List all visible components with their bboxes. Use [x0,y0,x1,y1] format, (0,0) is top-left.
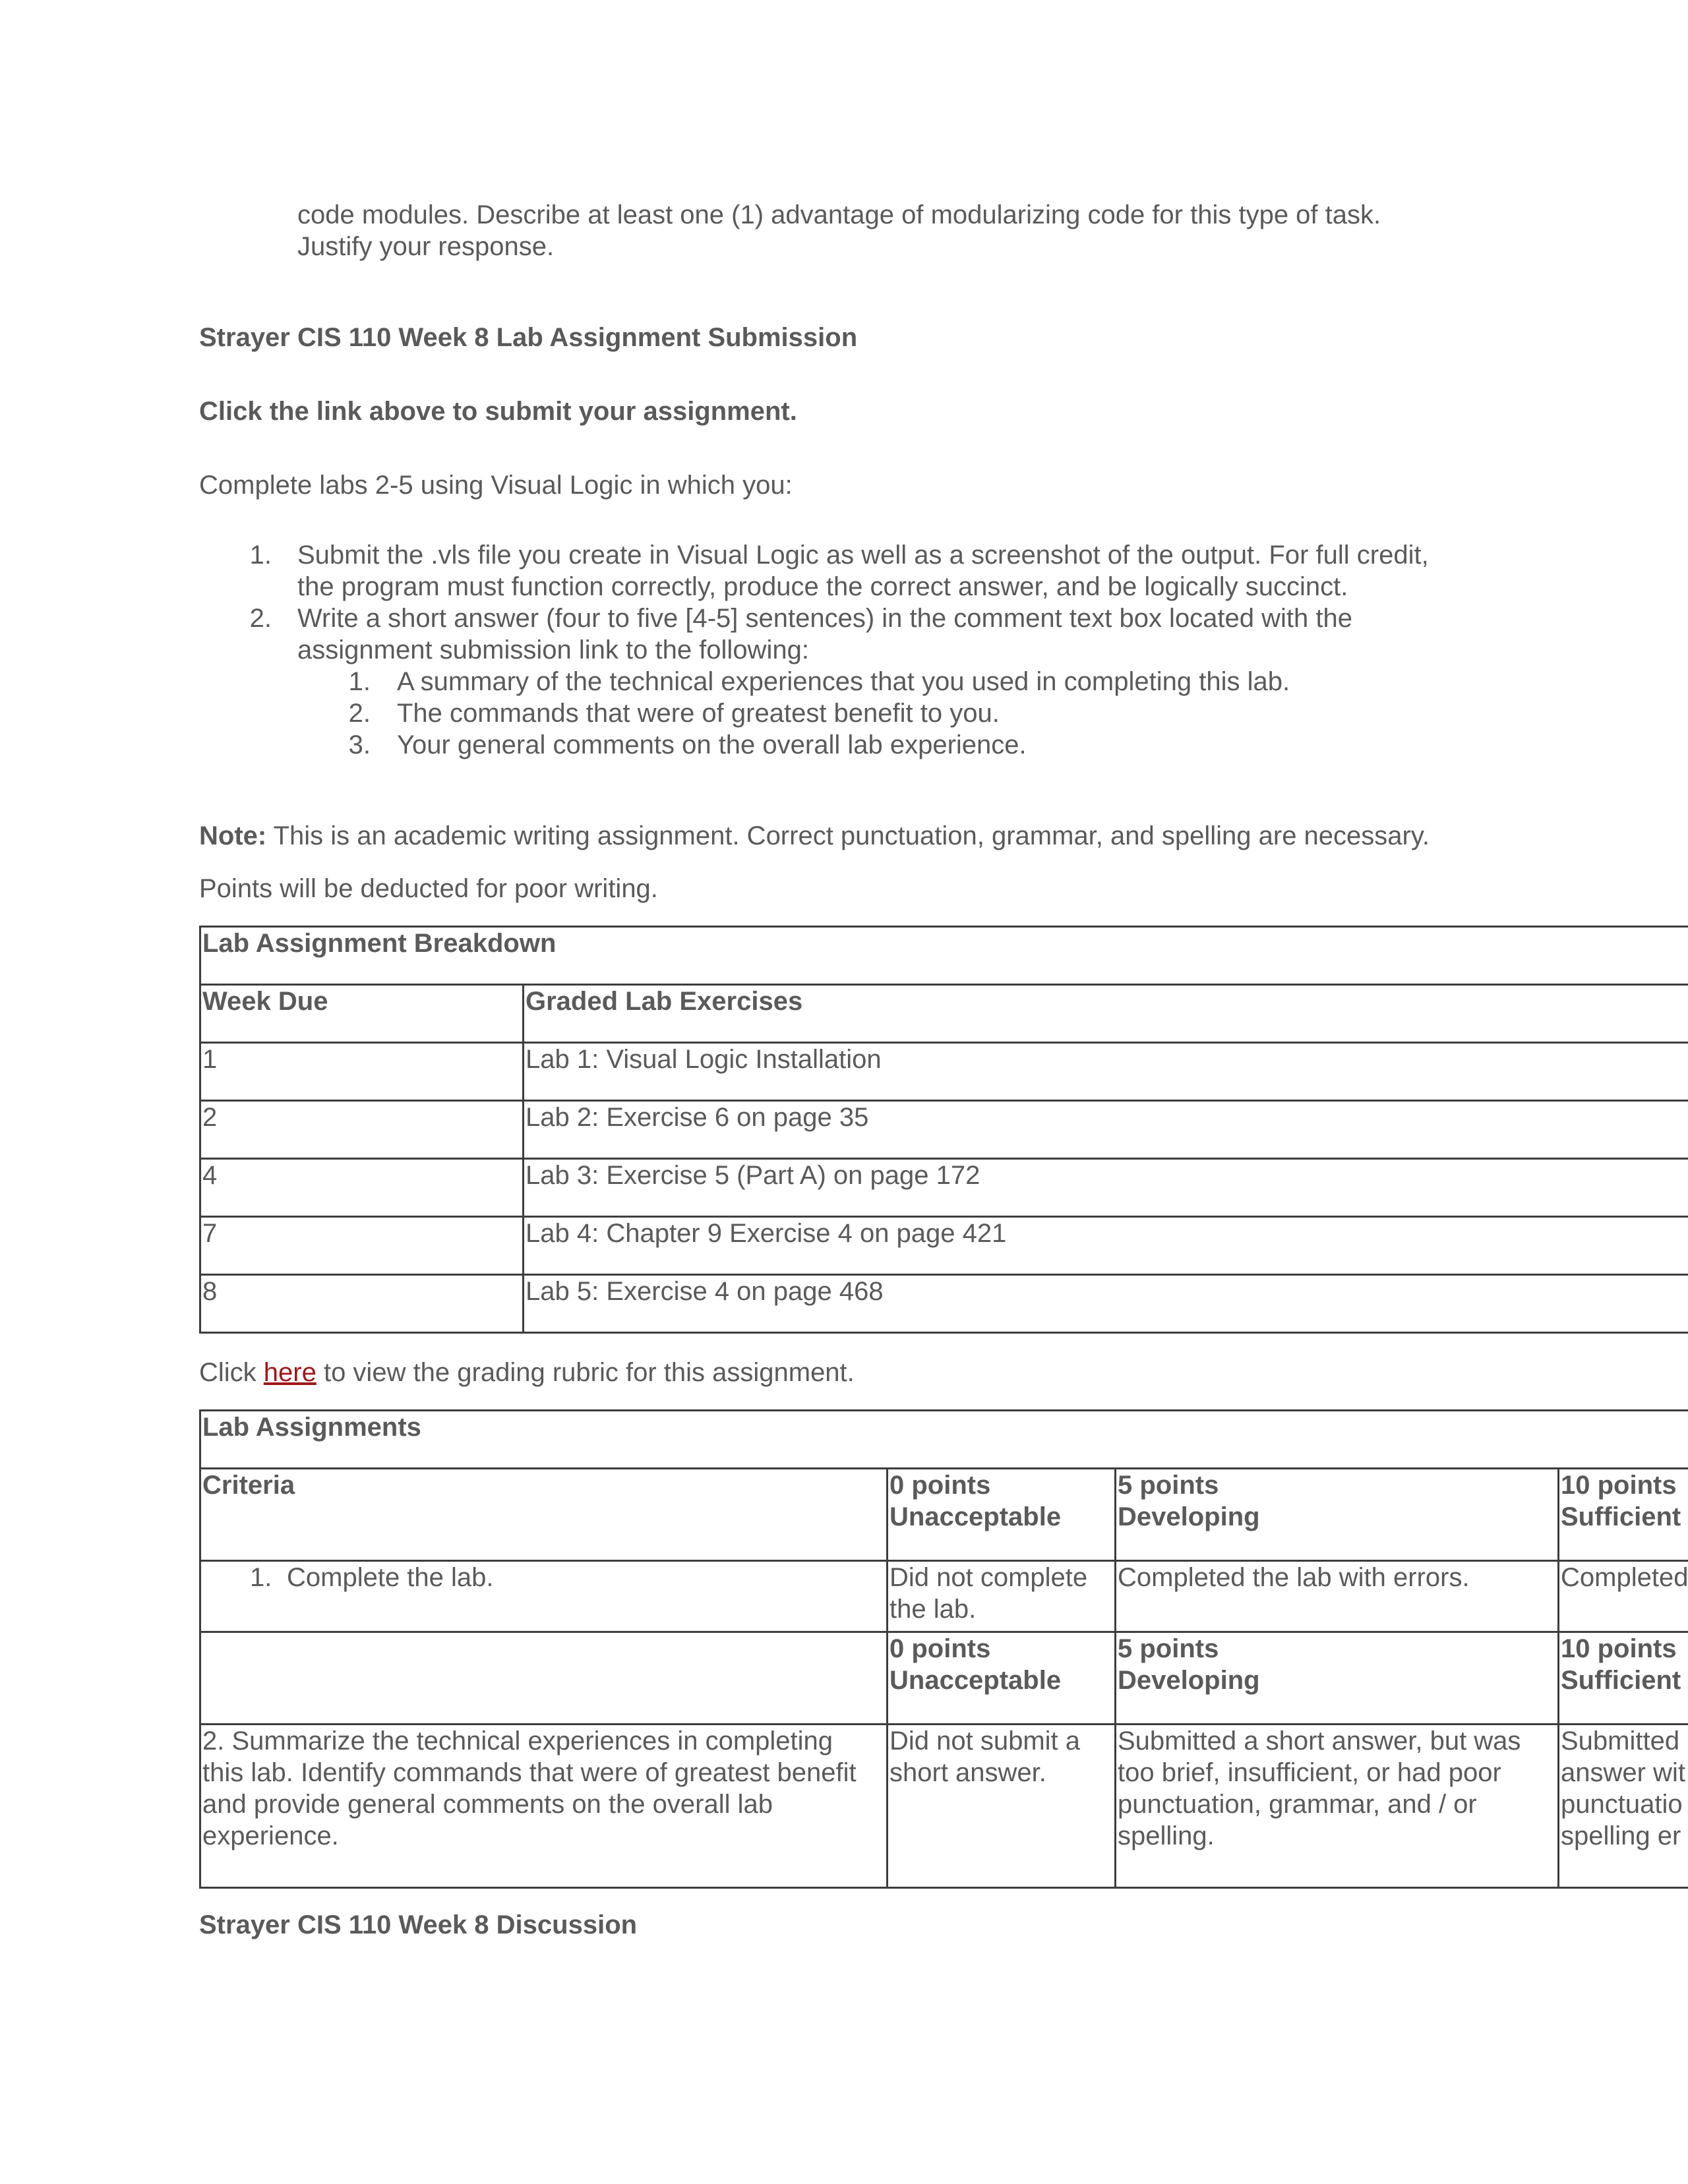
week-cell: 1 [200,1043,524,1101]
list-item-2-line-1: Write a short answer (four to five [4-5] sentences) in the comment text box located with the [297,604,1352,633]
click-link-instruction: Click the link above to submit your assignment. [199,397,797,426]
score-header-level: Sufficient [1561,1666,1681,1695]
rubric-link-prefix: Click [199,1358,264,1387]
rubric-header-row [200,1632,1688,1725]
criteria-text: Complete the lab. [287,1563,494,1592]
list-number: 2. [249,604,272,633]
list-item-2-line-2: assignment submission link to the following: [297,635,809,664]
discussion-heading: Strayer CIS 110 Week 8 Discussion [199,1910,638,1939]
intro-line-2: Justify your response. [297,232,555,261]
table-row [200,1101,1688,1159]
sublist-item: The commands that were of greatest benefit to you. [397,699,1000,728]
criteria-cell [200,1725,888,1888]
column-header-exercises: Graded Lab Exercises [524,985,1688,1043]
score-header-level: Developing [1118,1666,1260,1695]
note-text: This is an academic writing assignment. Correct punctuation, grammar, and spelling are necessary. [266,821,1430,850]
score-text: Completed the lab with errors. [1118,1563,1470,1592]
table-row [200,1275,1688,1333]
score-header-points: 10 points [1561,1471,1677,1500]
criteria-number: 1. [250,1563,272,1592]
list-number: 1. [249,541,272,570]
rubric-link[interactable]: here [263,1358,316,1387]
breakdown-table-title: Lab Assignment Breakdown [200,927,1688,985]
rubric-header-row [200,1469,1688,1561]
score-text: punctuatio [1561,1790,1683,1819]
score-cell [1559,1725,1688,1888]
score-header-points: 0 points [889,1471,991,1500]
score-header-points: 10 points [1561,1634,1677,1663]
table-row [200,1217,1688,1275]
list-item-1-line-2: the program must function correctly, produce the correct answer, and be logically succinct. [297,572,1348,601]
exercise-cell: Lab 2: Exercise 6 on page 35 [524,1101,1688,1159]
score-text: the lab. [889,1595,977,1624]
complete-labs-text: Complete labs 2-5 using Visual Logic in which you: [199,471,793,500]
score-header-points: 5 points [1118,1634,1219,1663]
week-cell: 8 [200,1275,524,1333]
score-cell [1559,1561,1688,1632]
table-row [200,1043,1688,1101]
rubric-link-suffix: to view the grading rubric for this assignment. [316,1358,855,1387]
criteria-text: and provide general comments on the overall lab [202,1790,773,1819]
score-text: spelling er [1561,1821,1681,1850]
sublist-number: 1. [348,667,371,696]
exercise-cell: Lab 5: Exercise 4 on page 468 [524,1275,1688,1333]
score-header-level: Developing [1118,1502,1260,1531]
column-header-week: Week Due [200,985,524,1043]
sublist-number: 3. [348,730,371,759]
table-row [200,1159,1688,1217]
breakdown-table [199,926,1688,1334]
note-paragraph [199,820,1430,852]
score-text: Completed [1561,1563,1688,1592]
criteria-cell [200,1561,888,1632]
score-text: short answer. [889,1758,1046,1787]
empty-cell [200,1632,888,1725]
score-header-level: Unacceptable [889,1502,1062,1531]
score-text: too brief, insufficient, or had poor [1118,1758,1501,1787]
list-item-1-line-1: Submit the .vls file you create in Visual Logic as well as a screenshot of the output. For full credit, [297,541,1429,570]
score-header-level: Unacceptable [889,1666,1062,1695]
exercise-cell: Lab 1: Visual Logic Installation [524,1043,1688,1101]
exercise-cell: Lab 4: Chapter 9 Exercise 4 on page 421 [524,1217,1688,1275]
score-text: Did not complete [889,1563,1088,1592]
rubric-link-sentence [199,1357,855,1388]
score-text: spelling. [1118,1821,1215,1850]
score-text: answer wit [1561,1758,1685,1787]
week-cell: 4 [200,1159,524,1217]
note-label: Note: [199,821,267,850]
exercise-cell: Lab 3: Exercise 5 (Part A) on page 172 [524,1159,1688,1217]
intro-line-1: code modules. Describe at least one (1) advantage of modularizing code for this type of task. [297,200,1381,229]
sublist-number: 2. [348,699,371,728]
score-header-points: 0 points [889,1634,991,1663]
score-header-level: Sufficient [1561,1502,1681,1531]
table-row [200,1725,1688,1888]
criteria-text: this lab. Identify commands that were of greatest benefit [202,1758,857,1787]
score-text: Submitted [1561,1727,1680,1756]
score-text: punctuation, grammar, and / or [1118,1790,1477,1819]
criteria-text: experience. [202,1821,339,1850]
score-text: Did not submit a [889,1727,1081,1756]
score-cell [1116,1725,1559,1888]
criteria-header: Criteria [200,1469,888,1561]
rubric-table [199,1409,1688,1889]
score-cell [888,1725,1116,1888]
week-cell: 2 [200,1101,524,1159]
table-row [200,1561,1688,1632]
criteria-text: 2. Summarize the technical experiences in completing [202,1727,833,1756]
rubric-table-title: Lab Assignments [200,1411,1688,1469]
sublist-item: A summary of the technical experiences that you used in completing this lab. [397,667,1290,696]
lab-heading: Strayer CIS 110 Week 8 Lab Assignment Submission [199,323,858,352]
week-cell: 7 [200,1217,524,1275]
score-cell [1116,1561,1559,1632]
score-text: Submitted a short answer, but was [1118,1727,1521,1756]
sublist-item: Your general comments on the overall lab experience. [397,730,1027,759]
note-line-2: Points will be deducted for poor writing. [199,874,658,903]
score-cell [888,1561,1116,1632]
score-header-points: 5 points [1118,1471,1219,1500]
